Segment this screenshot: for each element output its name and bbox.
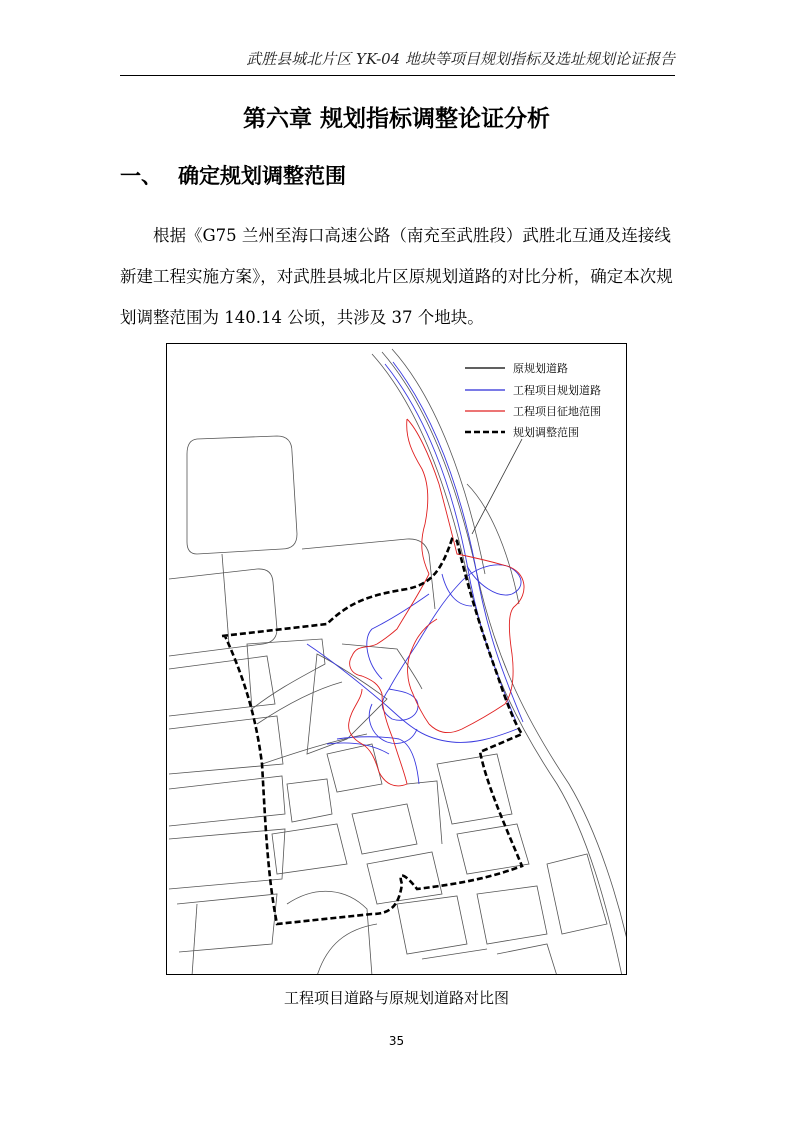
chapter-title: 第六章 规划指标调整论证分析 <box>242 106 550 132</box>
section-heading <box>120 160 346 190</box>
header-rule <box>120 75 675 76</box>
legend-label-acquisition: 工程项目征地范围 <box>513 405 601 418</box>
project-roads <box>307 362 523 784</box>
acquisition-boundary <box>349 419 524 786</box>
legend-label-adjustment: 规划调整范围 <box>513 426 579 439</box>
adjustment-range <box>222 539 522 924</box>
body-paragraph: 根据《G75 兰州至海口高速公路（南充至武胜段）武胜北互通及连接线新建工程实施方案》，对武胜县城北片区原规划道路的对比分析，确定本次规划调整范围为 140.14 公顷，共涉及 37 个地块。 <box>120 226 673 327</box>
map-figure <box>166 343 627 975</box>
body-text <box>120 215 675 338</box>
map-drawing <box>167 344 627 975</box>
page-number: 35 <box>388 1034 405 1048</box>
section-number: 一、 <box>120 164 162 188</box>
figure-caption: 工程项目道路与原规划道路对比图 <box>283 989 509 1007</box>
legend-label-project: 工程项目规划道路 <box>513 384 601 397</box>
section-title: 确定规划调整范围 <box>178 164 346 188</box>
legend-label-original: 原规划道路 <box>513 362 568 375</box>
map-legend <box>465 361 601 439</box>
original-roads <box>169 349 627 975</box>
running-header: 武胜县城北片区 YK-04 地块等项目规划指标及选址规划论证报告 <box>246 50 675 68</box>
